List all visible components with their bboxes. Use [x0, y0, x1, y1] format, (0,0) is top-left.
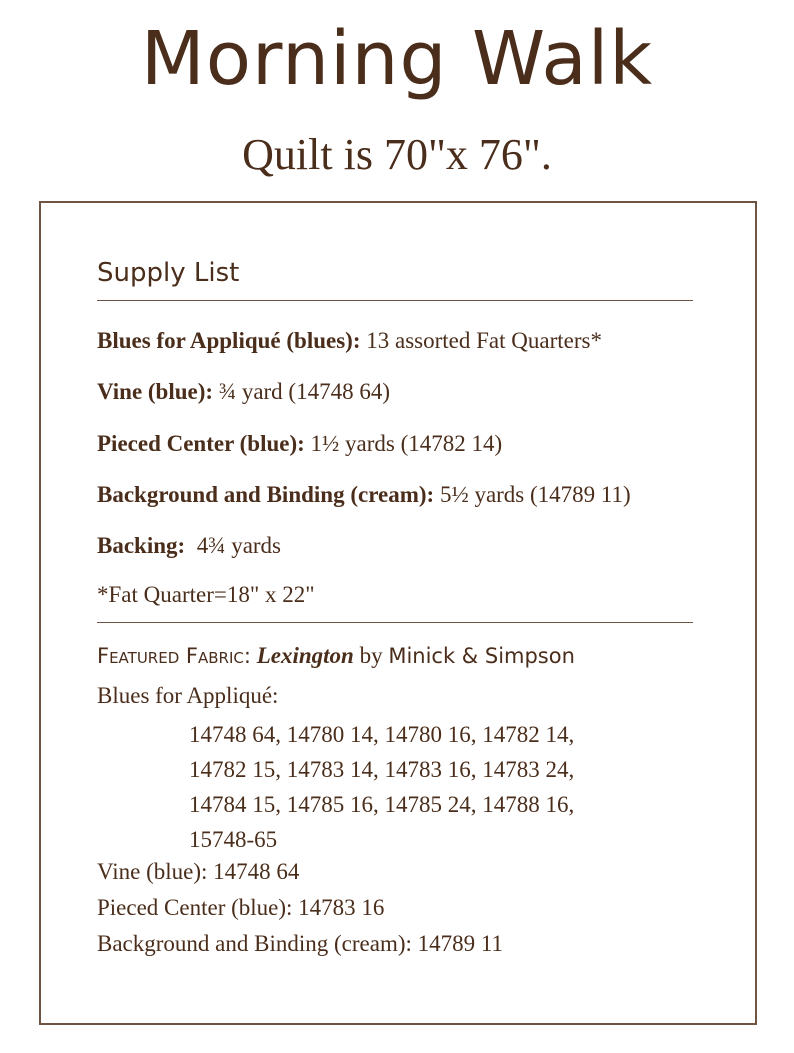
code-line: 14784 15, 14785 16, 14785 24, 14788 16,: [189, 792, 575, 817]
code-line: 14782 15, 14783 14, 14783 16, 14783 24,: [189, 757, 575, 782]
supply-item-label: Background and Binding (cream):: [97, 482, 435, 507]
quilt-size: Quilt is 70"x 76".: [242, 130, 552, 179]
blues-code-list: [189, 717, 574, 857]
supply-item: [97, 480, 631, 510]
code-line: 15748-65: [189, 827, 278, 852]
divider: [97, 300, 693, 301]
supply-list-heading: Supply List: [97, 258, 240, 288]
featured-fabric: [97, 641, 575, 671]
collection-name: Lexington: [256, 643, 354, 668]
supply-item-label: Blues for Appliqué (blues):: [97, 328, 361, 353]
supply-item: [97, 429, 502, 459]
supply-item-value: 13 assorted Fat Quarters*: [360, 328, 602, 353]
supply-item: [97, 326, 602, 356]
supply-item-value: 4¾ yards: [185, 533, 282, 558]
divider: [97, 622, 693, 623]
code-line: 14748 64, 14780 14, 14780 16, 14782 14,: [189, 722, 575, 747]
background-fabric: Background and Binding (cream): 14789 11: [97, 931, 504, 956]
supply-item: [97, 377, 390, 407]
supply-item-label: Backing:: [97, 533, 186, 558]
featured-fabric-label: Featured Fabric:: [97, 644, 251, 668]
supply-box: [39, 201, 757, 1025]
supply-item: [97, 531, 281, 561]
blues-label: Blues for Appliqué:: [97, 683, 279, 708]
supply-item-label: Pieced Center (blue):: [97, 431, 305, 456]
page-title: Morning Walk: [140, 16, 654, 102]
pieced-center-fabric: Pieced Center (blue): 14783 16: [97, 895, 385, 920]
maker-name: Minick & Simpson: [388, 644, 575, 668]
by-text: by: [359, 643, 383, 668]
vine-fabric: Vine (blue): 14748 64: [97, 859, 300, 884]
supply-item-value: ¾ yard (14748 64): [213, 379, 390, 404]
supply-item-value: 1½ yards (14782 14): [304, 431, 503, 456]
fat-quarter-footnote: *Fat Quarter=18" x 22": [97, 582, 315, 607]
supply-item-label: Vine (blue):: [97, 379, 214, 404]
supply-item-value: 5½ yards (14789 11): [434, 482, 631, 507]
